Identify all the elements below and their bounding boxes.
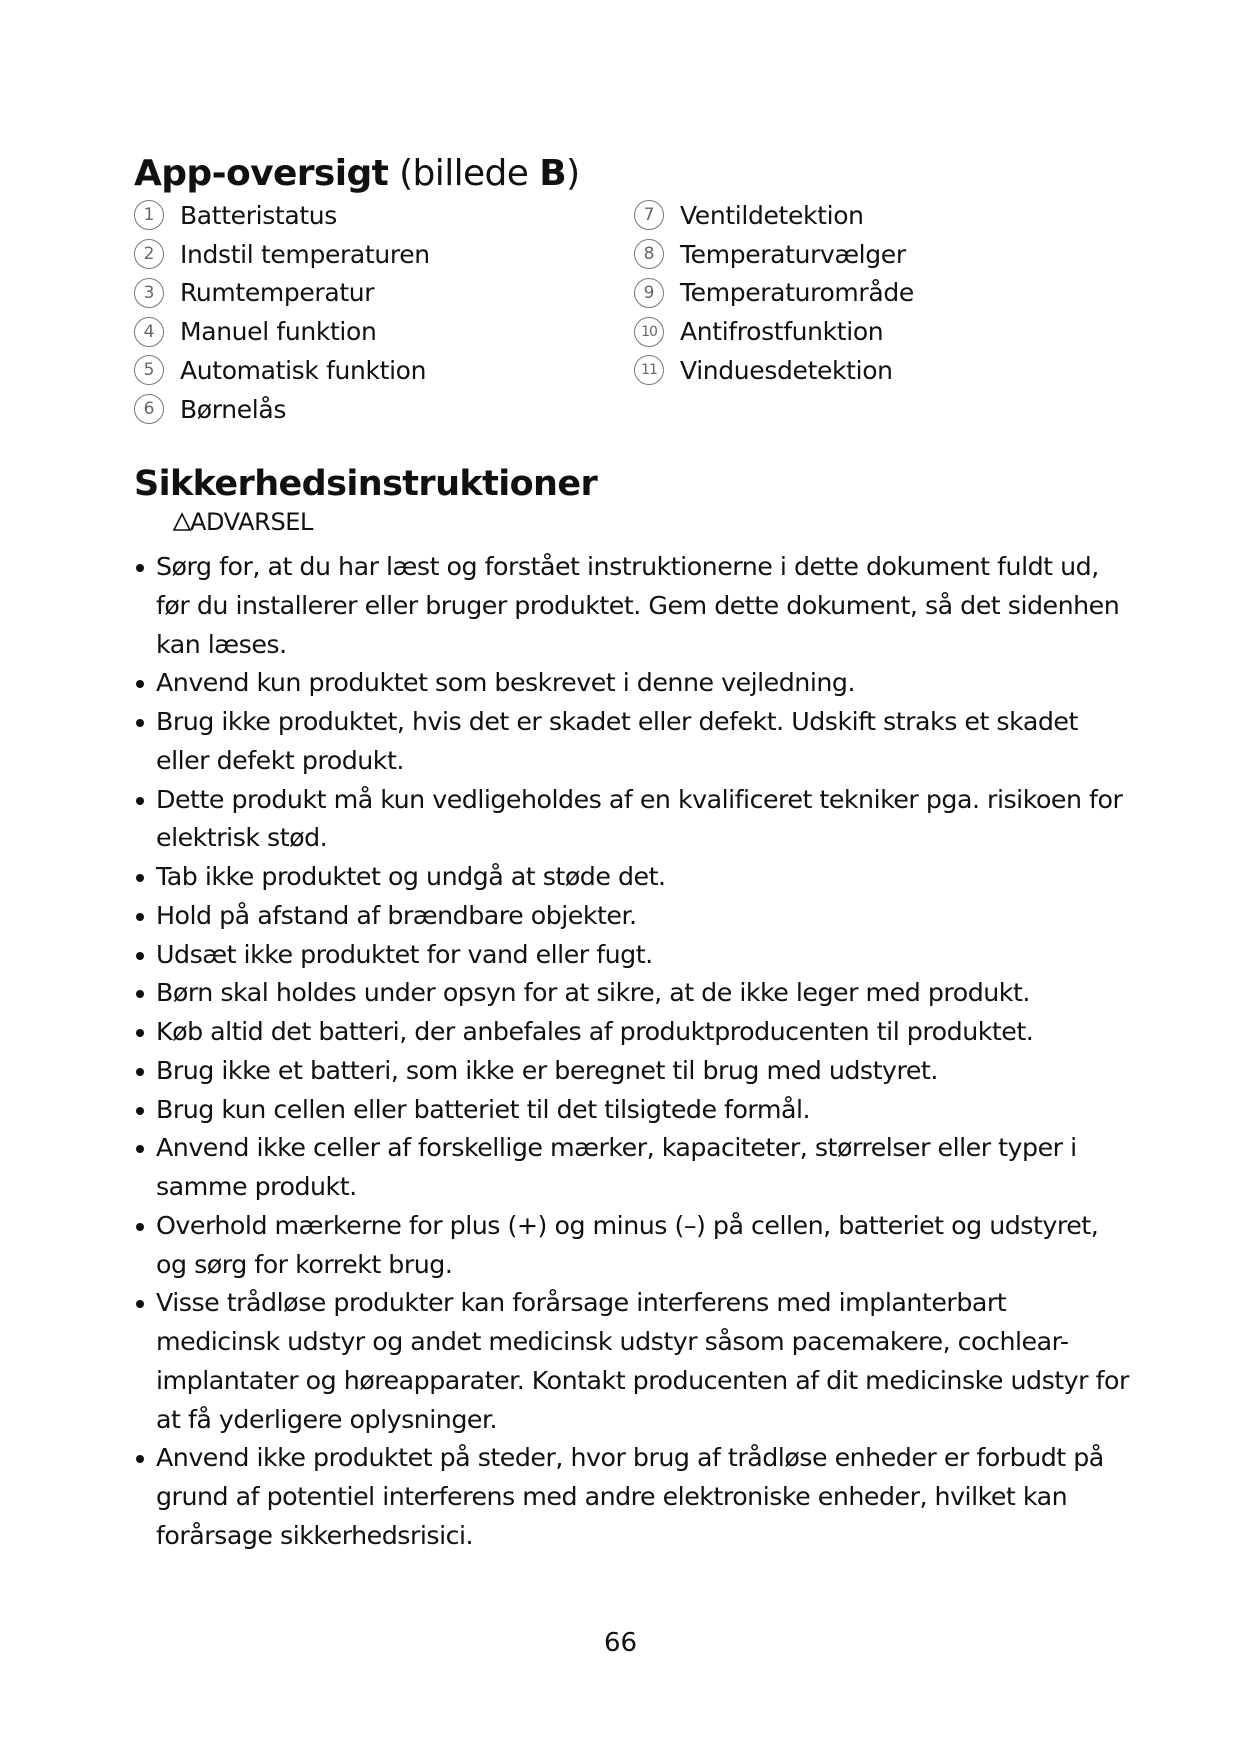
app-overview-figure-ref: B [539,153,567,194]
safety-bullet-item [132,703,1132,781]
safety-bullet-text: Anvend kun produktet som beskrevet i denne vejledning. [156,668,856,698]
safety-bullet-item [132,1129,1132,1207]
legend-number-badge: 5 [134,355,164,385]
safety-bullet-item [132,1439,1132,1555]
legend-label: Vinduesdetektion [680,355,893,385]
legend-number-badge: 6 [134,394,164,424]
safety-bullet-text: Køb altid det batteri, der anbefales af produktproducenten til produktet. [156,1017,1034,1046]
bullet-dot-icon [136,719,144,727]
bullet-dot-icon [136,1455,144,1463]
legend-number-badge: 1 [134,200,164,230]
safety-bullet-text: Brug ikke et batteri, som ikke er beregnet til brug med udstyret. [156,1055,938,1085]
safety-bullet-text: Anvend ikke produktet på steder, hvor brug af trådløse enheder er forbudt på grund af potentiel interferens med andre elektroniske enheder, hvilket kan forårsage sikkerhedsrisici. [156,1443,1104,1550]
legend-item [134,235,430,274]
safety-bullet-text: Udsæt ikke produktet for vand eller fugt. [156,939,653,969]
safety-bullet-list [132,548,1132,1556]
safety-bullet-text: Tab ikke produktet og undgå at støde det. [156,862,666,891]
bullet-dot-icon [136,913,144,921]
warning-triangle-icon [176,511,190,533]
legend-label: Batteristatus [180,200,337,230]
legend-item [634,351,914,390]
app-overview-title-paren-open: (billede [388,153,540,194]
bullet-dot-icon [136,1145,144,1153]
legend-label: Ventildetektion [680,200,864,230]
app-overview-heading [134,152,580,196]
legend-number-badge: 2 [134,239,164,269]
legend-item [134,312,430,351]
warning-label-row [176,508,313,536]
safety-bullet-item [132,664,1132,703]
legend-item [134,196,430,235]
bullet-dot-icon [136,564,144,572]
safety-bullet-text: Hold på afstand af brændbare objekter. [156,900,637,930]
legend-number-badge: 4 [134,317,164,347]
page-number: 66 [603,1628,638,1658]
legend-number-badge: 8 [634,239,664,269]
app-overview-title-paren-close: ) [566,153,580,194]
safety-bullet-text: Overhold mærkerne for plus (+) og minus (–) på cellen, batteriet og udstyret, og sørg for korrekt brug. [156,1210,1099,1279]
safety-bullet-text: Brug ikke produktet, hvis det er skadet eller defekt. Udskift straks et skadet eller defekt produkt. [156,707,1078,775]
bullet-dot-icon [136,1029,144,1037]
legend-label: Temperaturområde [680,278,914,308]
bullet-dot-icon [136,797,144,805]
bullet-dot-icon [136,990,144,998]
bullet-dot-icon [136,1223,144,1231]
bullet-dot-icon [136,1068,144,1076]
safety-bullet-item [132,858,1132,897]
safety-bullet-item [132,548,1132,664]
safety-bullet-item [132,1207,1132,1285]
safety-bullet-item [132,936,1132,975]
legend-right-column [634,196,914,390]
safety-bullet-text: Anvend ikke celler af forskellige mærker, kapaciteter, størrelser eller typer i samme produkt. [156,1133,1077,1201]
legend-number-badge: 10 [634,317,664,347]
legend-label: Manuel funktion [180,317,377,347]
legend-label: Automatisk funktion [180,355,427,385]
safety-bullet-item [132,1052,1132,1091]
safety-bullet-item [132,974,1132,1013]
safety-bullet-item [132,897,1132,936]
safety-bullet-text: Brug kun cellen eller batteriet til det tilsigtede formål. [156,1094,811,1124]
legend-left-column [134,196,430,429]
legend-label: Indstil temperaturen [180,239,430,269]
bullet-dot-icon [136,1107,144,1115]
legend-label: Børnelås [180,394,287,424]
legend-number-badge: 7 [634,200,664,230]
safety-bullet-item [132,1091,1132,1130]
legend-item [134,274,430,313]
legend-item [134,351,430,390]
legend-item [634,274,914,313]
legend-item [134,390,430,429]
legend-label: Temperaturvælger [680,239,906,269]
bullet-dot-icon [136,680,144,688]
safety-bullet-text: Børn skal holdes under opsyn for at sikre, at de ikke leger med produkt. [156,978,1030,1008]
safety-bullet-item [132,781,1132,859]
bullet-dot-icon [136,952,144,960]
legend-item [634,312,914,351]
safety-heading: Sikkerhedsinstruktioner [134,464,598,504]
legend-item [634,196,914,235]
legend-number-badge: 11 [634,355,664,385]
app-overview-title: App-oversigt [134,153,389,194]
safety-bullet-item [132,1013,1132,1052]
safety-bullet-text: Dette produkt må kun vedligeholdes af en kvalificeret tekniker pga. risikoen for elektrisk stød. [156,784,1123,853]
safety-bullet-item [132,1284,1132,1439]
bullet-dot-icon [136,1300,144,1308]
legend-label: Antifrostfunktion [680,317,884,347]
safety-bullet-text: Visse trådløse produkter kan forårsage interferens med implanterbart medicinsk udstyr og andet medicinsk udstyr såsom pacemakere, cochlear-implantater og høreapparater. Kontakt producenten af dit medicinske udstyr for at få yderligere oplysninger. [156,1288,1129,1434]
legend-number-badge: 9 [634,278,664,308]
bullet-dot-icon [136,874,144,882]
warning-label: ADVARSEL [190,508,314,536]
legend-label: Rumtemperatur [180,278,375,308]
legend-item [634,235,914,274]
legend-number-badge: 3 [134,278,164,308]
safety-bullet-text: Sørg for, at du har læst og forstået instruktionerne i dette dokument fuldt ud, før du installerer eller bruger produktet. Gem dette dokument, så det sidenhen kan læses. [156,552,1120,659]
